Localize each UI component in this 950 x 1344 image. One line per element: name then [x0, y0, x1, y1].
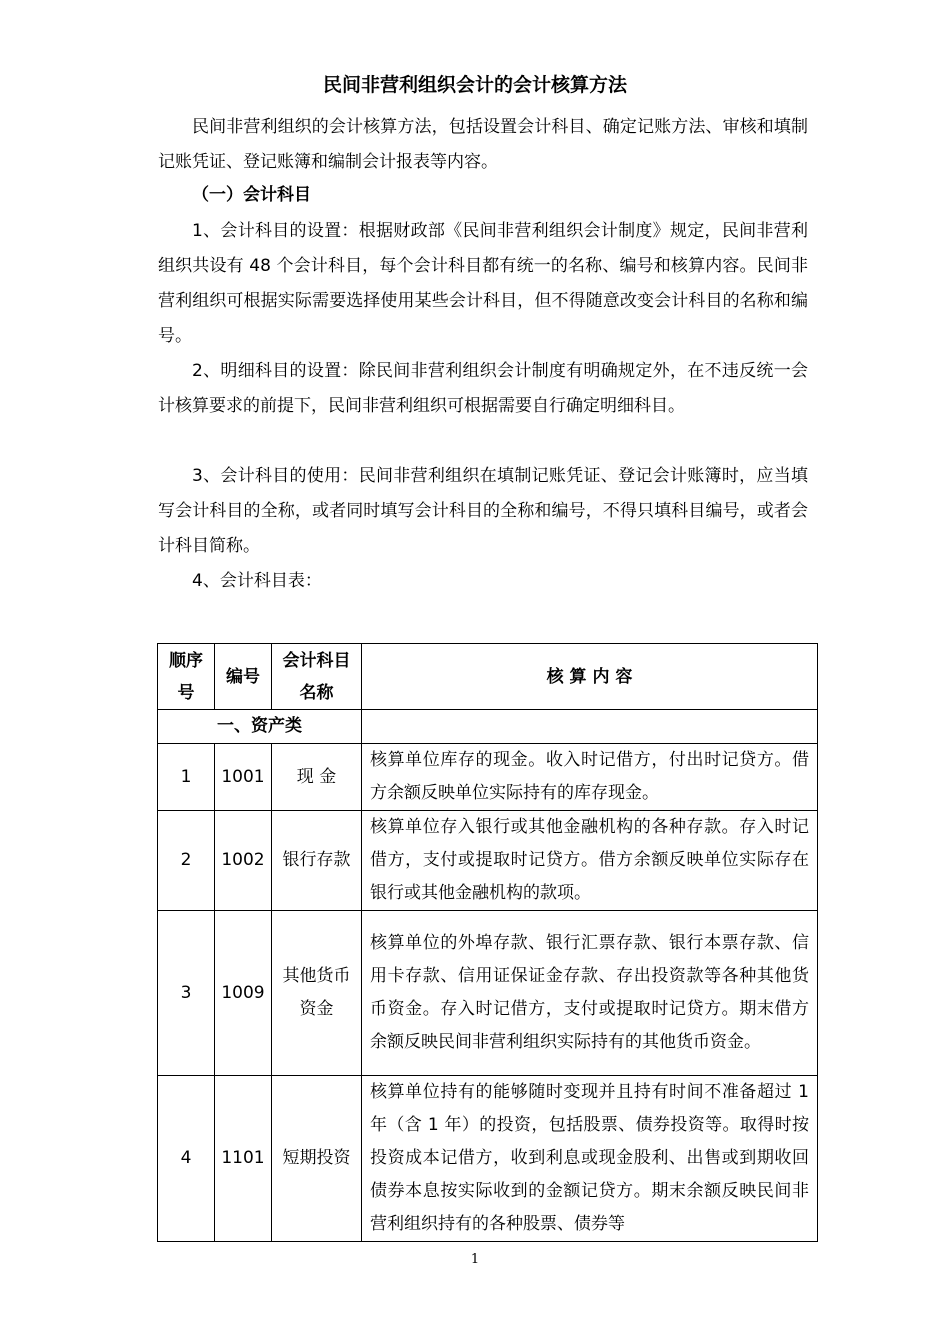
row-code: 1101 [215, 1076, 272, 1242]
page-number: 1 [470, 1252, 480, 1267]
header-seq: 顺序号 [158, 644, 215, 710]
header-code: 编号 [215, 644, 272, 710]
paragraph-item-4: 4、会计科目表： [192, 571, 322, 591]
accounts-table [157, 643, 818, 1242]
row-name: 其他货币资金 [272, 911, 362, 1076]
row-desc: 核算单位库存的现金。收入时记借方，付出时记贷方。借方余额反映单位实际持有的库存现金。 [362, 744, 818, 811]
row-seq: 4 [158, 1076, 215, 1242]
row-name: 银行存款 [272, 811, 362, 911]
document-title: 民间非营利组织会计的会计核算方法 [322, 74, 627, 96]
header-desc: 核 算 内 容 [362, 644, 818, 710]
table-row [158, 1076, 818, 1242]
table-header-row [158, 644, 818, 710]
section-heading: （一）会计科目 [192, 185, 311, 205]
row-seq: 1 [158, 744, 215, 811]
category-empty-cell [362, 710, 818, 744]
paragraph-item-3: 3、会计科目的使用：民间非营利组织在填制记账凭证、登记会计账簿时，应当填写会计科目的全称，或者同时填写会计科目的全称和编号，不得只填科目编号，或者会计科目简称。 [158, 466, 808, 556]
row-code: 1002 [215, 811, 272, 911]
table-row [158, 744, 818, 811]
row-name: 短期投资 [272, 1076, 362, 1242]
row-code: 1009 [215, 911, 272, 1076]
intro-paragraph: 民间非营利组织的会计核算方法，包括设置会计科目、确定记账方法、审核和填制记账凭证、登记账簿和编制会计报表等内容。 [158, 117, 808, 172]
row-desc: 核算单位持有的能够随时变现并且持有时间不准备超过 1 年（含 1 年）的投资，包括股票、债券投资等。取得时按投资成本记借方，收到利息或现金股利、出售或到期收回债券本息按实际收到的金额记贷方。期末余额反映民间非营利组织持有的各种股票、债券等 [362, 1076, 818, 1242]
header-name: 会计科目名称 [272, 644, 362, 710]
paragraph-item-1: 1、会计科目的设置：根据财政部《民间非营利组织会计制度》规定，民间非营利组织共设有 48 个会计科目，每个会计科目都有统一的名称、编号和核算内容。民间非营利组织可根据实际需要选择使用某些会计科目，但不得随意改变会计科目的名称和编号。 [158, 221, 808, 346]
row-desc: 核算单位存入银行或其他金融机构的各种存款。存入时记借方，支付或提取时记贷方。借方余额反映单位实际存在银行或其他金融机构的款项。 [362, 811, 818, 911]
table-row [158, 911, 818, 1076]
category-label: 一、资产类 [158, 710, 362, 744]
table-row [158, 811, 818, 911]
row-code: 1001 [215, 744, 272, 811]
row-seq: 2 [158, 811, 215, 911]
category-row [158, 710, 818, 744]
row-name: 现 金 [272, 744, 362, 811]
paragraph-item-2: 2、明细科目的设置：除民间非营利组织会计制度有明确规定外，在不违反统一会计核算要求的前提下，民间非营利组织可根据需要自行确定明细科目。 [158, 361, 808, 416]
row-seq: 3 [158, 911, 215, 1076]
row-desc: 核算单位的外埠存款、银行汇票存款、银行本票存款、信用卡存款、信用证保证金存款、存出投资款等各种其他货币资金。存入时记借方，支付或提取时记贷方。期末借方余额反映民间非营利组织实际持有的其他货币资金。 [362, 911, 818, 1076]
